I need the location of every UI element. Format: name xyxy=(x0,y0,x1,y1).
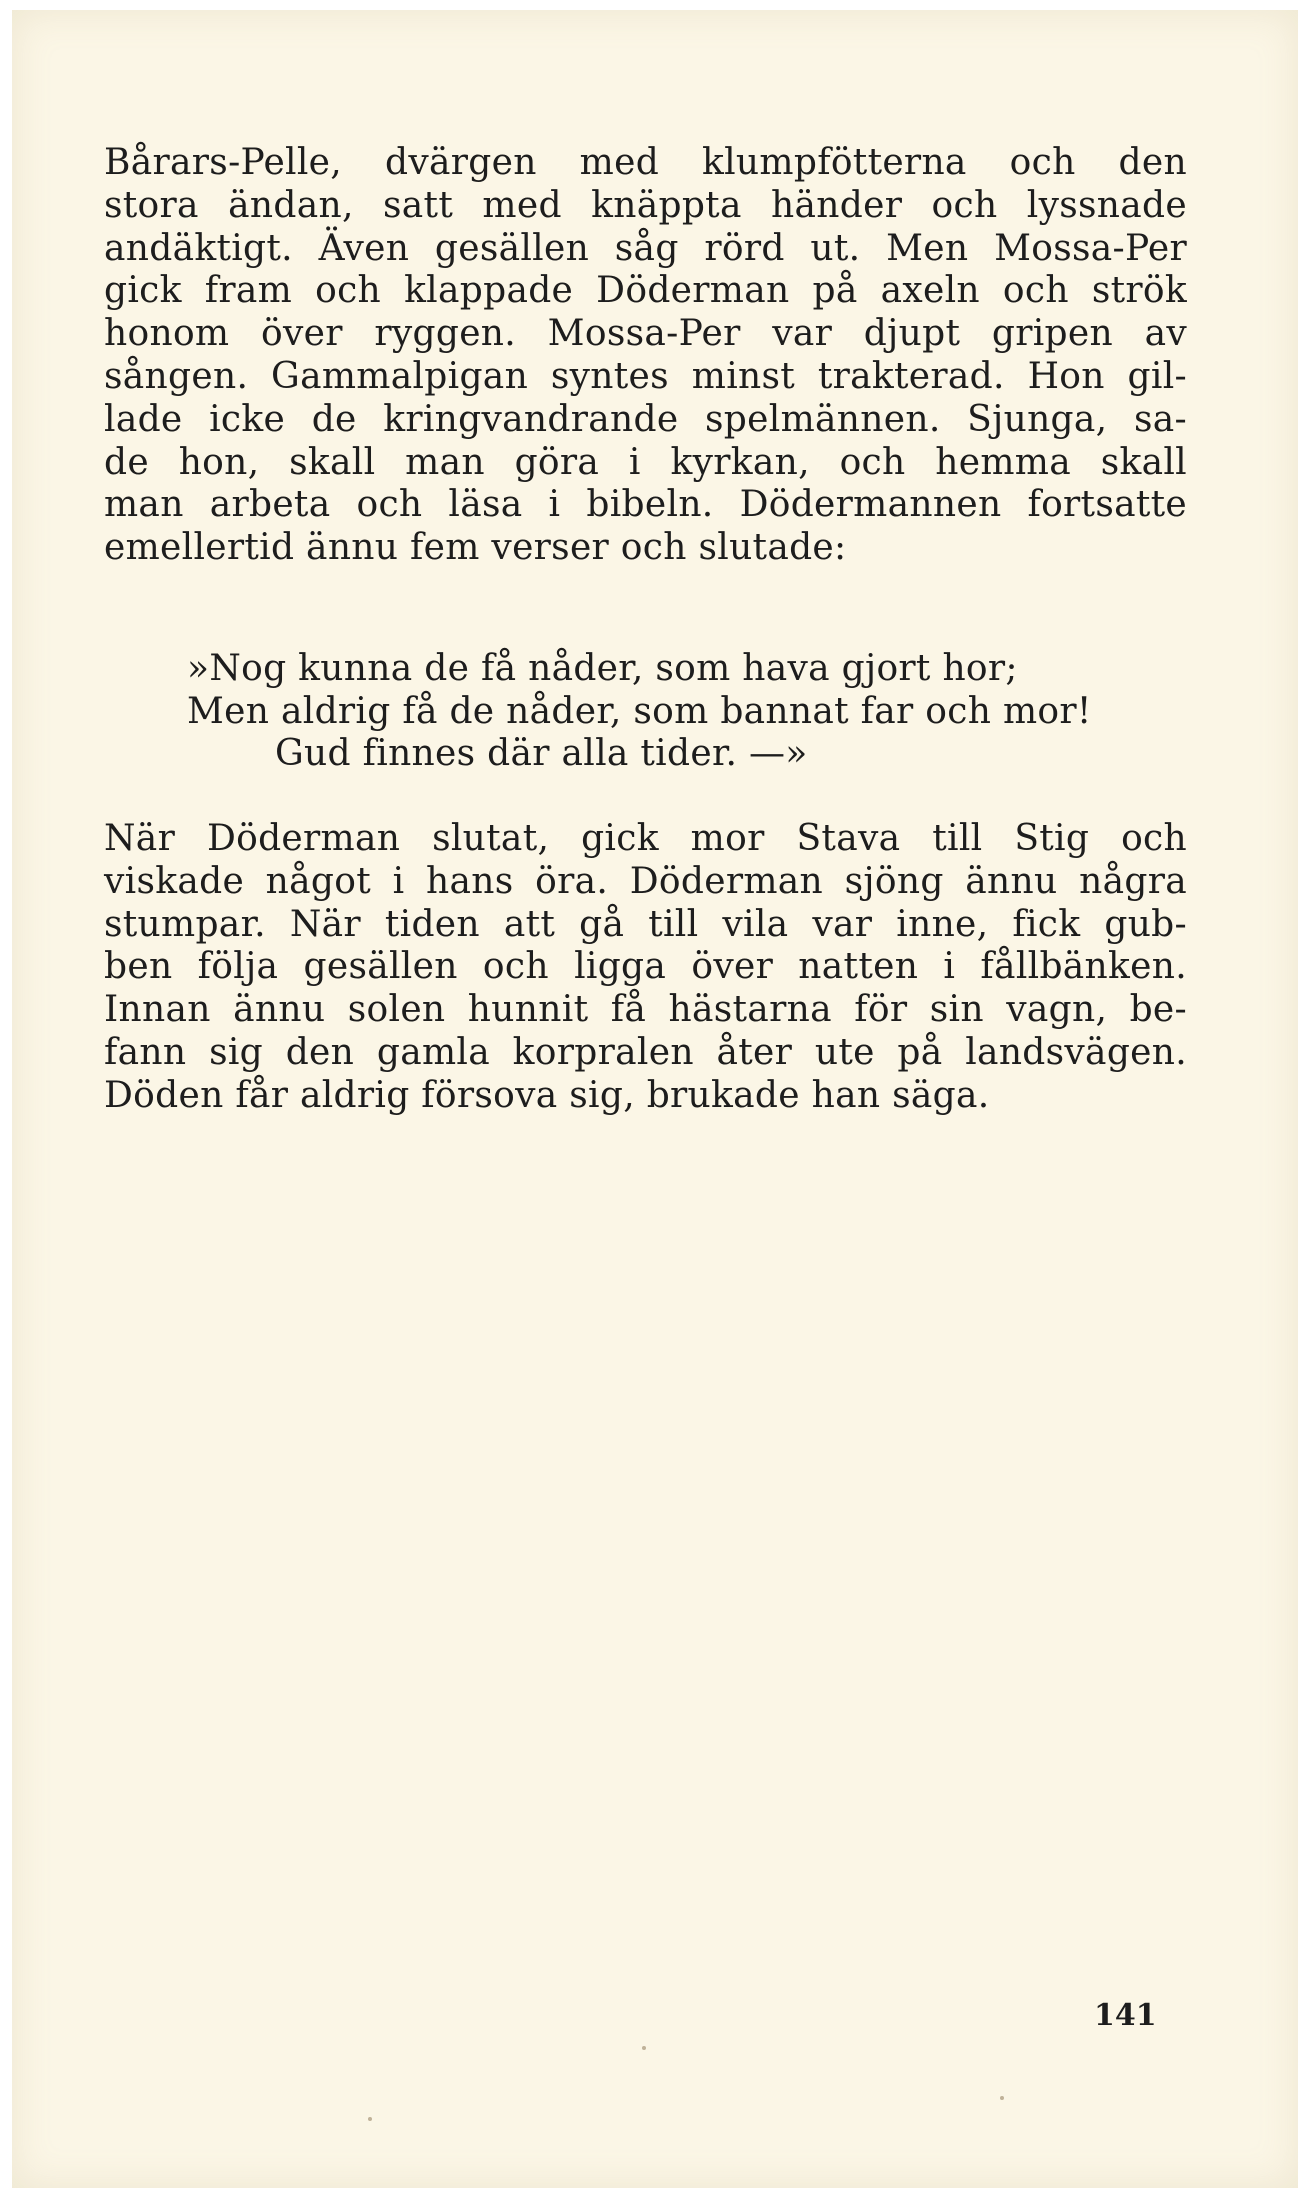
paper-speck xyxy=(642,2046,646,2050)
verse-line: Men aldrig få de nåder, som bannat far och mor! xyxy=(187,690,1092,732)
paragraph-2 xyxy=(104,818,1187,1118)
text-line: stumpar. När tiden att gå till vila var inne, fick gub- xyxy=(104,903,1187,945)
page-number: 141 xyxy=(1094,1998,1157,2033)
text-line: man arbeta och läsa i bibeln. Dödermannen fortsatte xyxy=(104,484,1187,526)
paragraph-1 xyxy=(104,142,1187,570)
book-page xyxy=(12,10,1298,2188)
text-line: viskade något i hans öra. Döderman sjöng ännu några xyxy=(104,860,1187,902)
text-line: ben följa gesällen och ligga över natten i fållbänken. xyxy=(104,946,1187,988)
text-line: emellertid ännu fem verser och slutade: xyxy=(104,527,847,569)
text-line: stora ändan, satt med knäppta händer och lyssnade xyxy=(104,184,1187,226)
text-line: gick fram och klappade Döderman på axeln och strök xyxy=(104,270,1187,312)
verse-line: Gud finnes där alla tider. —» xyxy=(275,733,808,774)
text-line: Bårars-Pelle, dvärgen med klumpfötterna och den xyxy=(104,142,1187,183)
verse-quote xyxy=(187,648,1092,776)
text-line: honom över ryggen. Mossa-Per var djupt gripen av xyxy=(104,313,1187,355)
text-line: de hon, skall man göra i kyrkan, och hemma skall xyxy=(104,441,1187,483)
paper-speck xyxy=(1000,2096,1004,2100)
text-line: Innan ännu solen hunnit få hästarna för sin vagn, be- xyxy=(104,989,1187,1031)
text-line: sången. Gammalpigan syntes minst trakterad. Hon gil- xyxy=(104,355,1187,397)
text-line: Döden får aldrig försova sig, brukade han säga. xyxy=(104,1074,990,1116)
text-line: andäktigt. Även gesällen såg rörd ut. Men Mossa-Per xyxy=(104,227,1187,269)
text-line: När Döderman slutat, gick mor Stava till Stig och xyxy=(104,818,1187,859)
text-line: lade icke de kringvandrande spelmännen. Sjunga, sa- xyxy=(104,398,1187,440)
text-line: fann sig den gamla korpralen åter ute på landsvägen. xyxy=(104,1031,1187,1073)
paper-speck xyxy=(368,2117,372,2121)
verse-line: »Nog kunna de få nåder, som hava gjort hor; xyxy=(187,648,1018,689)
